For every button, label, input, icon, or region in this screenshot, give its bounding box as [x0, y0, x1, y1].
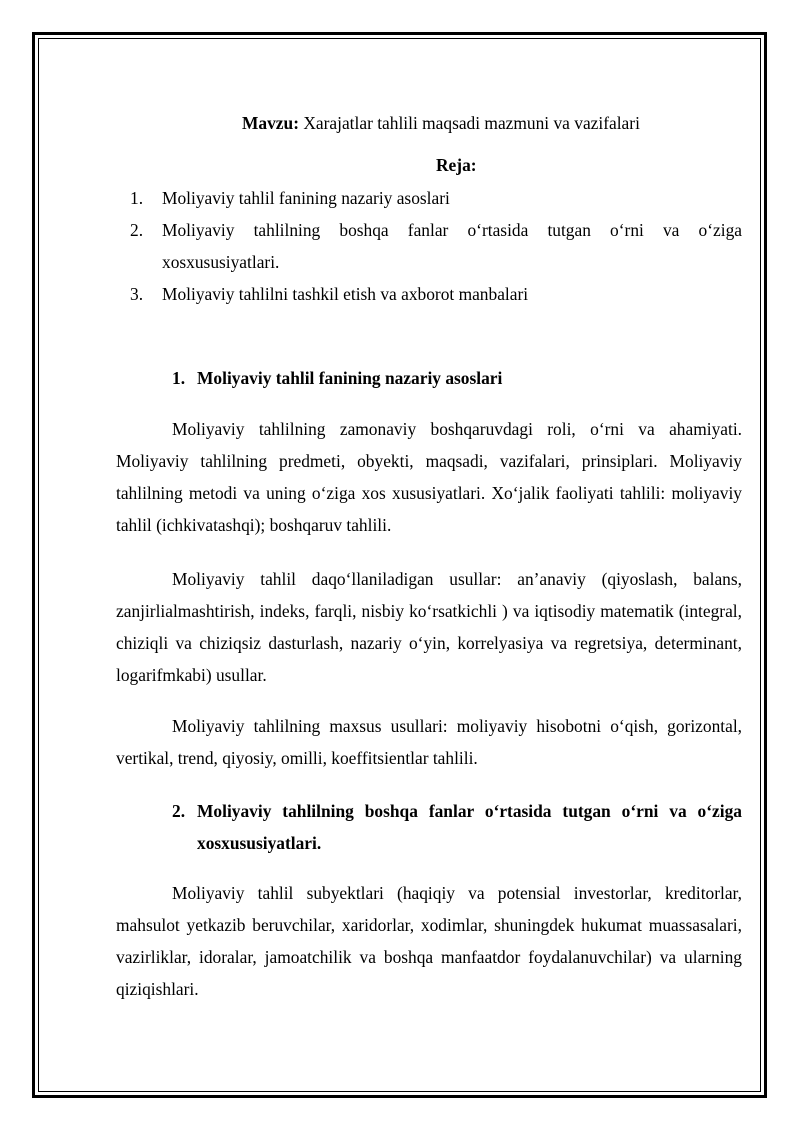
section1-paragraph: Moliyaviy tahlilning maxsus usullari: moliyaviy hisobotni o‘qish, gorizontal, vertikal, trend, qiyosiy, omilli, koeffitsientlar tahlili.: [116, 716, 742, 768]
plan-item-text: Moliyaviy tahlilning boshqa fanlar o‘rtasida tutgan o‘rni va o‘ziga xosxususiyatlari.: [162, 220, 742, 272]
plan-item-text: Moliyaviy tahlil fanining nazariy asoslari: [162, 188, 450, 208]
plan-item: [130, 278, 742, 310]
section2-heading: [172, 795, 742, 859]
topic-line: [242, 109, 640, 137]
plan-list: [130, 182, 742, 310]
section1-paragraph: Moliyaviy tahlilning zamonaviy boshqaruvdagi roli, o‘rni va ahamiyati. Moliyaviy tahlilning predmeti, obyekti, maqsadi, vazifalari, prinsiplari. Moliyaviy tahlilning metodi va uning o‘ziga xos xususiyatlari. Xo‘jalik faoliyati tahlili: moliyaviy tahlil (ichkivatashqi); boshqaruv tahlili.: [116, 419, 742, 535]
section2-title: Moliyaviy tahlilning boshqa fanlar o‘rtasida tutgan o‘rni va o‘ziga xosxususiyatlari.: [197, 801, 742, 853]
section2-heading-wrap: [172, 795, 742, 859]
plan-item: [130, 182, 742, 214]
plan-item-number: 2.: [130, 220, 144, 240]
plan-item-number: 3.: [130, 284, 144, 304]
plan-title: Reja:: [436, 155, 477, 175]
section1-heading-wrap: [172, 362, 742, 394]
section1-heading: [172, 362, 742, 394]
plan-item-number: 1.: [130, 188, 144, 208]
topic-label: Mavzu:: [242, 113, 299, 133]
section1-number: 1.: [172, 368, 186, 388]
plan-item-text: Moliyaviy tahlilni tashkil etish va axborot manbalari: [162, 284, 529, 304]
section2-paragraph: Moliyaviy tahlil subyektlari (haqiqiy va potensial investorlar, kreditorlar, mahsulot yetkazib beruvchilar, xaridorlar, xodimlar, shuningdek hukumat muassasalari, vazirliklar, idoralar, jamoatchilik va boshqa manfaatdor foydalanuvchilar) va ularning qiziqishlari.: [116, 883, 742, 999]
section1-paragraph: Moliyaviy tahlil daqo‘llaniladigan usullar: an’anaviy (qiyoslash, balans, zanjirlialmashtirish, indeks, farqli, nisbiy ko‘rsatkichli ) va iqtisodiy matematik (integral, chiziqli va chiziqsiz dasturlash, nazariy o‘yin, korrelyasiya va regretsiya, determinant, logarifmkabi) usullar.: [116, 569, 742, 685]
plan-item: [130, 214, 742, 278]
topic-text: Xarajatlar tahlili maqsadi mazmuni va vazifalari: [299, 113, 640, 133]
section1-title: Moliyaviy tahlil fanining nazariy asoslari: [197, 368, 503, 388]
section2-number: 2.: [172, 801, 186, 821]
